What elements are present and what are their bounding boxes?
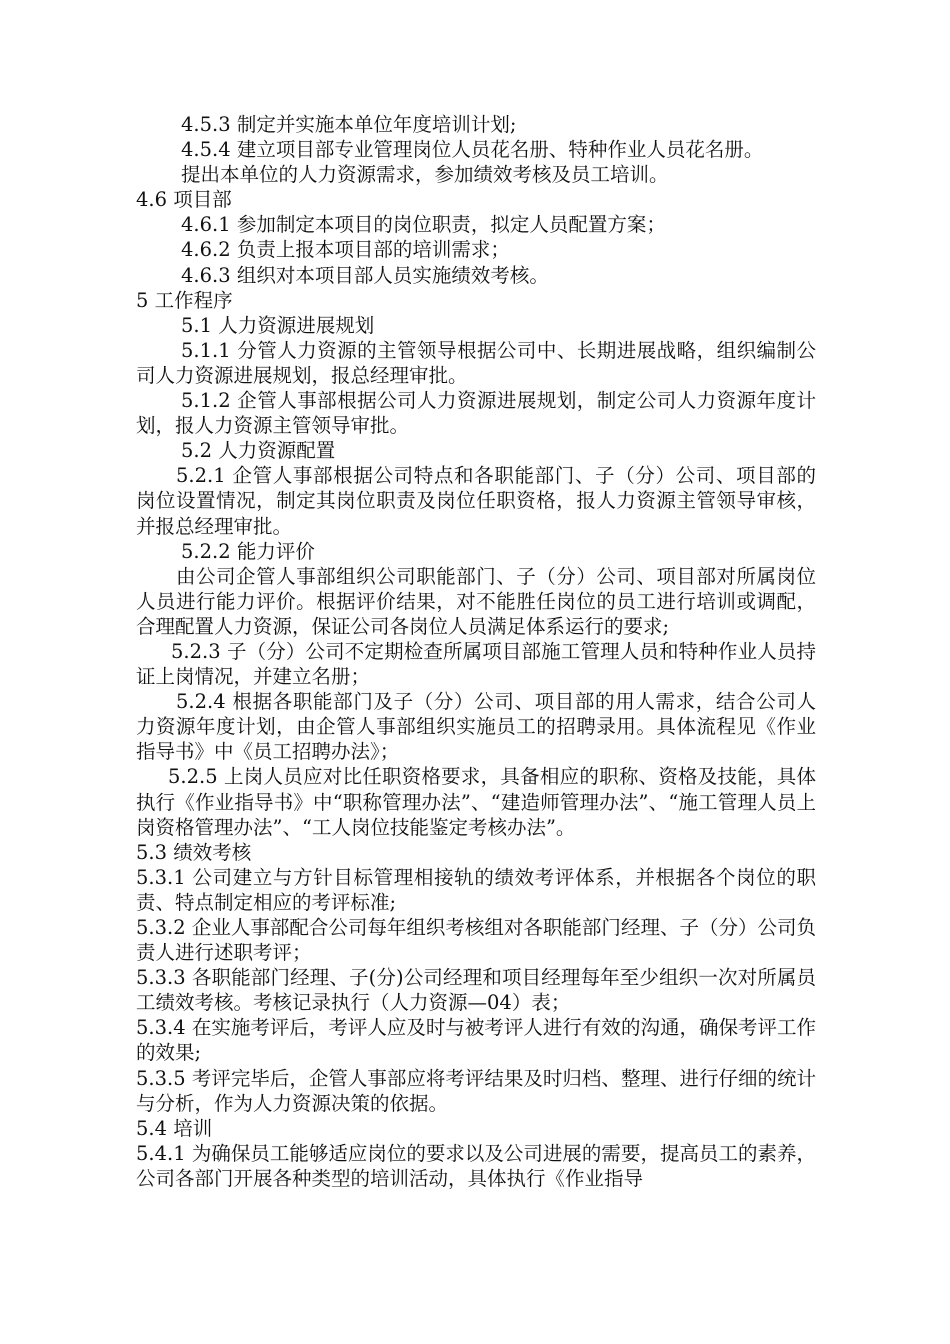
paragraph: 5.3.4 在实施考评后，考评人应及时与被考评人进行有效的沟通，确保考评工作的效果;: [136, 1016, 816, 1065]
paragraph: 5.3.1 公司建立与方针目标管理相接轨的绩效考评体系，并根据各个岗位的职责、特点制定相应的考评标准;: [136, 865, 816, 914]
paragraph: 4.6 项目部: [136, 188, 232, 212]
paragraph: 5.3.2 企业人事部配合公司每年组织考核组对各职能部门经理、子（分）公司负责人进行述职考评；: [136, 916, 816, 965]
paragraph: 5.2.2 能力评价: [181, 539, 315, 563]
paragraph: 5.3.5 考评完毕后，企管人事部应将考评结果及时归档、整理、进行仔细的统计与分析，作为人力资源决策的依据。: [136, 1066, 816, 1115]
paragraph: 4.6.3 组织对本项目部人员实施绩效考核。: [181, 263, 549, 287]
paragraph: 5.4.1 为确保员工能够适应岗位的要求以及公司进展的需要，提高员工的素养，公司各部门开展各种类型的培训活动，具体执行《作业指导: [136, 1141, 816, 1190]
document-body: [136, 112, 816, 1191]
paragraph: 由公司企管人事部组织公司职能部门、子（分）公司、项目部对所属岗位人员进行能力评价。根据评价结果，对不能胜任岗位的员工进行培训或调配，合理配置人力资源，保证公司各岗位人员满足体系运行的要求;: [136, 564, 816, 638]
paragraph: 4.6.1 参加制定本项目的岗位职责，拟定人员配置方案；: [181, 213, 666, 237]
paragraph: 5.3 绩效考核: [136, 840, 252, 864]
paragraph: 5 工作程序: [136, 288, 233, 312]
paragraph: 5.1.1 分管人力资源的主管领导根据公司中、长期进展战略，组织编制公司人力资源进展规划，报总经理审批。: [136, 338, 816, 387]
paragraph: 5.2 人力资源配置: [181, 439, 336, 463]
paragraph: 4.5.3 制定并实施本单位年度培训计划;: [181, 113, 517, 136]
paragraph: 5.3.3 各职能部门经理、子(分)公司经理和项目经理每年至少组织一次对所属员工绩效考核。考核记录执行（人力资源—04）表；: [136, 966, 816, 1015]
paragraph: 5.2.4 根据各职能部门及子（分）公司、项目部的用人需求，结合公司人力资源年度计划，由企管人事部组织实施员工的招聘录用。具体流程见《作业指导书》中《员工招聘办法》；: [136, 690, 816, 764]
paragraph: 5.4 培训: [136, 1116, 213, 1140]
paragraph: 5.1.2 企管人事部根据公司人力资源进展规划，制定公司人力资源年度计划，报人力资源主管领导审批。: [136, 389, 816, 438]
paragraph: 4.6.2 负责上报本项目部的培训需求；: [181, 238, 510, 262]
paragraph: 提出本单位的人力资源需求，参加绩效考核及员工培训。: [181, 163, 669, 187]
paragraph: 4.5.4 建立项目部专业管理岗位人员花名册、特种作业人员花名册。: [181, 138, 764, 162]
paragraph: 5.2.1 企管人事部根据公司特点和各职能部门、子（分）公司、项目部的岗位设置情况，制定其岗位职责及岗位任职资格，报人力资源主管领导审核，并报总经理审批。: [136, 464, 816, 538]
paragraph: 5.2.3 子（分）公司不定期检查所属项目部施工管理人员和特种作业人员持证上岗情况，并建立名册；: [136, 639, 816, 689]
paragraph: 5.1 人力资源进展规划: [181, 313, 375, 337]
paragraph: 5.2.5 上岗人员应对比任职资格要求，具备相应的职称、资格及技能，具体执行《作业指导书》中“职称管理办法”、“建造师管理办法”、“施工管理人员上岗资格管理办法”、“工人岗位技能鉴定考核办法”。: [136, 765, 816, 839]
